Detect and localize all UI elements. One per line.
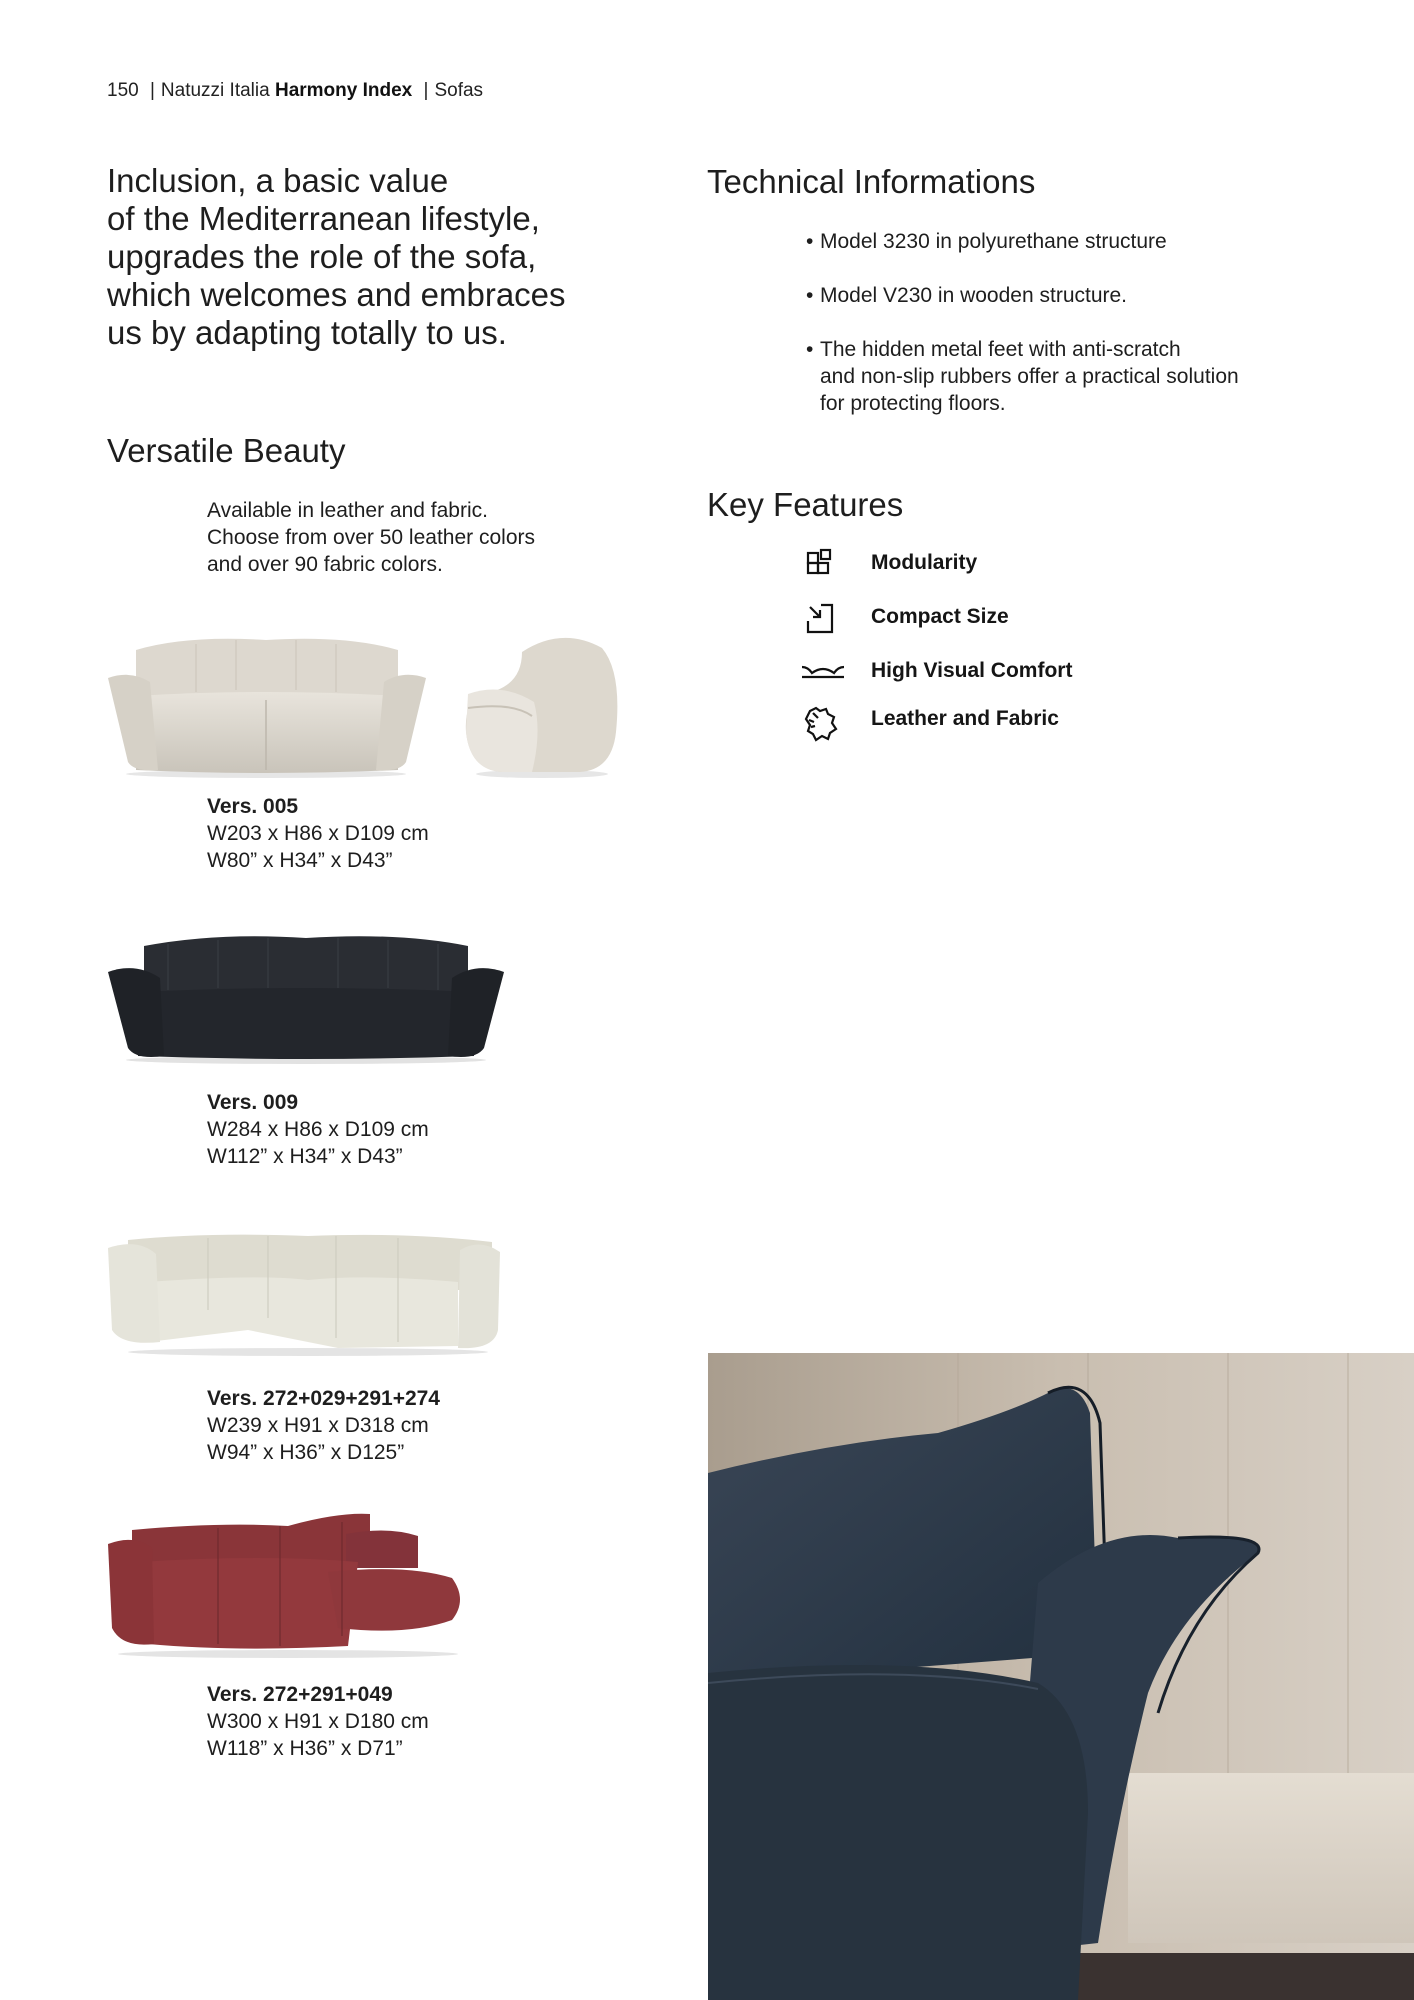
tech-bullet-line: Model V230 in wooden structure.	[820, 284, 1128, 307]
chaise-sofa-red-image	[108, 1508, 464, 1660]
product-spec	[207, 1385, 440, 1466]
tech-bullet	[806, 228, 1167, 255]
feature-label: Modularity	[871, 551, 978, 574]
product-imperial: W118” x H36” x D71”	[207, 1737, 403, 1760]
product-version: Vers. 005	[207, 795, 299, 818]
product-metric: W239 x H91 x D318 cm	[207, 1414, 429, 1437]
tech-bullet-line: and non-slip rubbers offer a practical solution	[820, 365, 1239, 388]
corner-sofa-cream-image	[108, 1230, 500, 1358]
feature-label: Leather and Fabric	[871, 707, 1059, 730]
bullet-dot: •	[806, 230, 814, 253]
intro-statement	[107, 162, 627, 352]
bullet-dot: •	[806, 338, 814, 361]
section-name: Sofas	[434, 80, 484, 101]
header-separator: |	[149, 80, 155, 101]
versatile-line: and over 90 fabric colors.	[207, 553, 443, 576]
modularity-icon	[800, 547, 846, 583]
product-version: Vers. 272+029+291+274	[207, 1387, 440, 1410]
product-spec	[207, 1681, 429, 1762]
versatile-line: Choose from over 50 leather colors	[207, 526, 535, 549]
visual-comfort-icon	[800, 655, 846, 691]
tech-bullet-line: Model 3230 in polyurethane structure	[820, 230, 1167, 253]
tech-bullet	[806, 336, 1239, 417]
feature-label: High Visual Comfort	[871, 659, 1073, 682]
armchair-image	[462, 632, 620, 780]
feature-label: Compact Size	[871, 605, 1009, 628]
tech-bullet-line: for protecting floors.	[820, 392, 1006, 415]
page-number: 150	[107, 80, 139, 101]
product-spec	[207, 793, 429, 874]
sofa-005-image	[106, 630, 428, 780]
product-imperial: W80” x H34” x D43”	[207, 849, 393, 872]
brand-name: Natuzzi Italia	[160, 80, 270, 101]
versatile-description	[207, 497, 535, 578]
intro-line: which welcomes and embraces	[107, 276, 566, 313]
page-header	[107, 80, 483, 102]
header-separator: |	[423, 80, 429, 101]
versatile-line: Available in leather and fabric.	[207, 499, 488, 522]
versatile-title: Versatile Beauty	[107, 432, 346, 469]
technical-title: Technical Informations	[707, 163, 1036, 200]
key-features-title: Key Features	[707, 486, 904, 523]
lifestyle-photo	[708, 1353, 1414, 2000]
product-metric: W284 x H86 x D109 cm	[207, 1118, 429, 1141]
publication-name: Harmony Index	[274, 80, 413, 101]
sofa-009-image	[108, 932, 504, 1066]
intro-line: of the Mediterranean lifestyle,	[107, 200, 540, 237]
tech-bullet-line: The hidden metal feet with anti-scratch	[820, 338, 1181, 361]
product-version: Vers. 009	[207, 1091, 299, 1114]
intro-line: us by adapting totally to us.	[107, 314, 507, 351]
lifestyle-photo-image	[708, 1353, 1414, 2000]
product-spec	[207, 1089, 429, 1170]
product-metric: W203 x H86 x D109 cm	[207, 822, 429, 845]
product-metric: W300 x H91 x D180 cm	[207, 1710, 429, 1733]
product-imperial: W94” x H36” x D125”	[207, 1441, 405, 1464]
product-version: Vers. 272+291+049	[207, 1683, 393, 1706]
intro-line: Inclusion, a basic value	[107, 162, 449, 199]
intro-line: upgrades the role of the sofa,	[107, 238, 537, 275]
tech-bullet	[806, 282, 1128, 309]
leather-fabric-icon	[800, 703, 846, 743]
product-imperial: W112” x H34” x D43”	[207, 1145, 403, 1168]
bullet-dot: •	[806, 284, 814, 307]
compact-size-icon	[800, 601, 846, 637]
